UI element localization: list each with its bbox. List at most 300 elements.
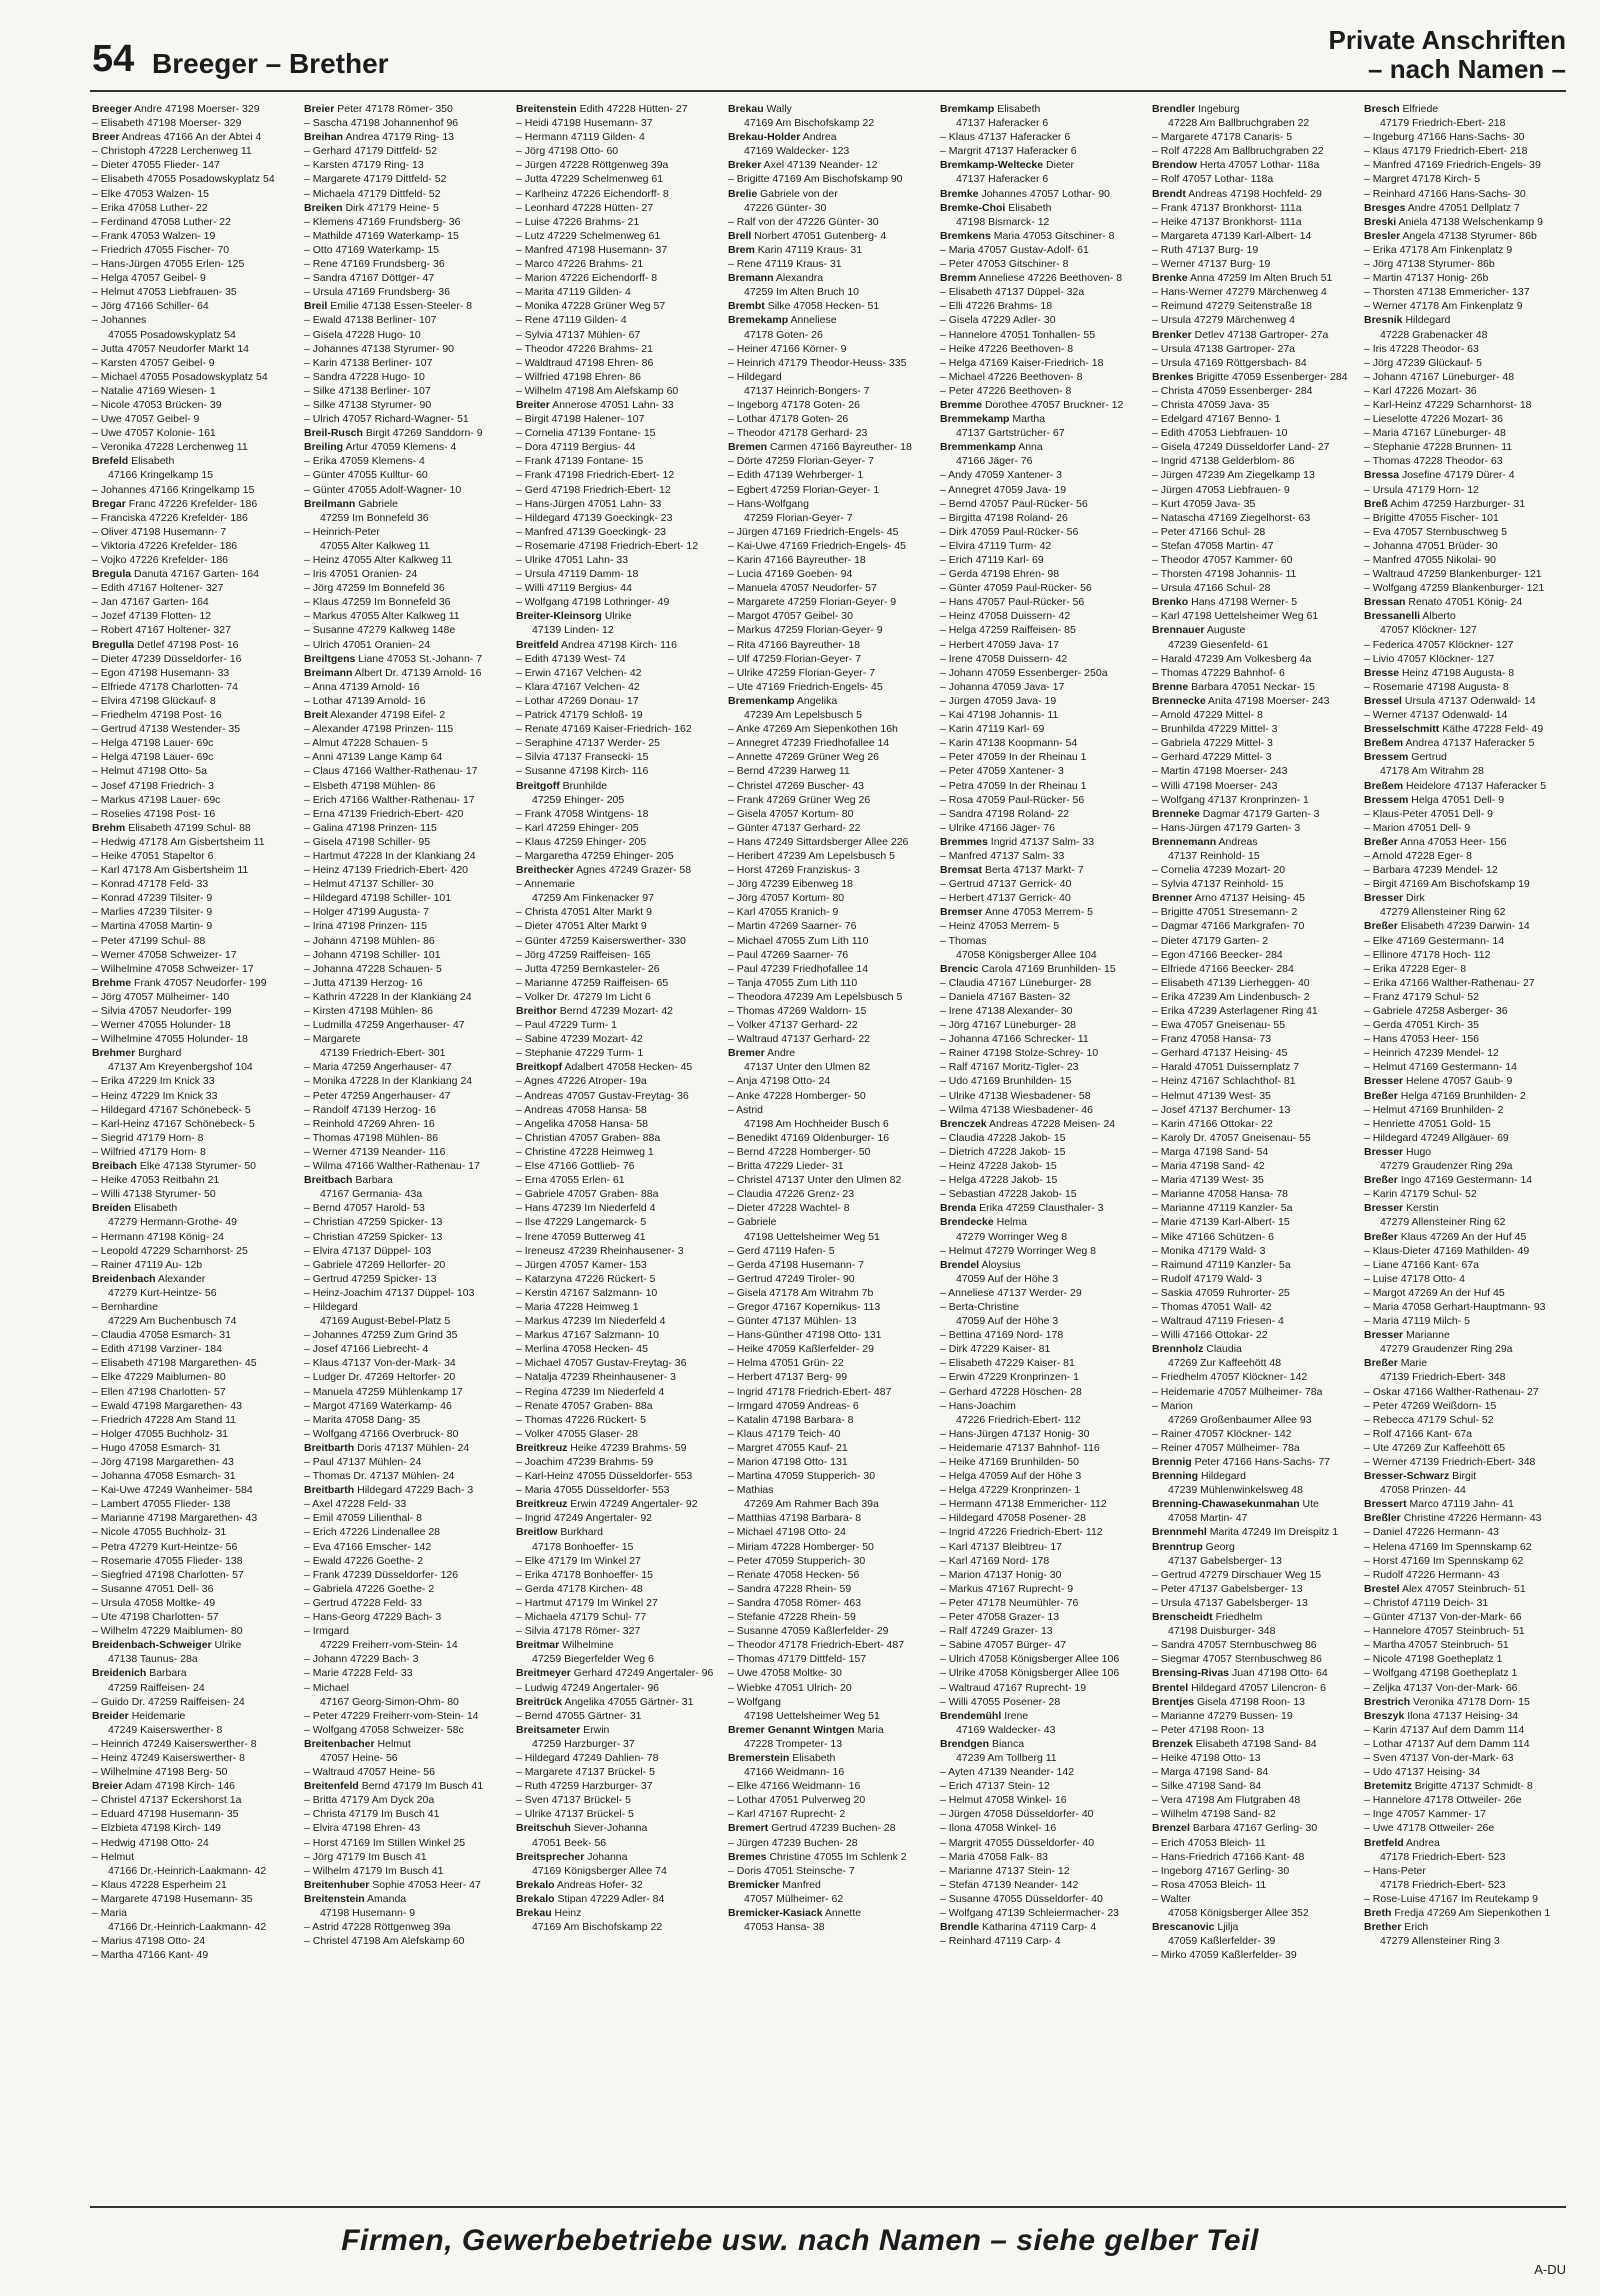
directory-entry bbox=[516, 313, 720, 327]
entry-details: – Johanna 47051 Brüder- 30 bbox=[1364, 539, 1498, 552]
entry-details: – Angelika 47058 Hansa- 58 bbox=[516, 1117, 648, 1130]
directory-entry bbox=[516, 1342, 720, 1356]
entry-details: – Waltraud 47057 Heine- 56 bbox=[304, 1766, 435, 1779]
directory-entry bbox=[940, 468, 1144, 482]
entry-surname: Bresse bbox=[1364, 666, 1400, 679]
entry-details: 47178 Friedrich-Ebert- 523 bbox=[1380, 1878, 1506, 1891]
directory-entry bbox=[1364, 863, 1568, 877]
entry-details: Barbara 47167 Gerling- 30 bbox=[1192, 1822, 1318, 1835]
directory-entry bbox=[728, 144, 932, 158]
directory-entry bbox=[940, 1723, 1144, 1737]
entry-details: 47059 Auf der Höhe 3 bbox=[956, 1315, 1059, 1328]
directory-entry bbox=[1152, 1779, 1356, 1793]
directory-entry bbox=[1152, 468, 1356, 482]
directory-entry bbox=[516, 1497, 720, 1511]
directory-entry bbox=[1364, 891, 1568, 905]
entry-details: – Werner 47055 Holunder- 18 bbox=[92, 1019, 231, 1032]
directory-entry bbox=[516, 1089, 720, 1103]
entry-details: – Sylvia 47137 Reinhold- 15 bbox=[1152, 878, 1284, 891]
entry-details: 47139 Linden- 12 bbox=[532, 624, 614, 637]
entry-details: – Anna 47139 Arnold- 16 bbox=[304, 680, 420, 693]
directory-entry bbox=[728, 1737, 932, 1751]
entry-details: – Jürgen 47058 Düsseldorfer- 40 bbox=[940, 1808, 1094, 1821]
entry-details: – Jörg 47259 Im Bonnefeld 36 bbox=[304, 582, 445, 595]
directory-entry bbox=[1152, 919, 1356, 933]
directory-entry bbox=[304, 511, 508, 525]
entry-details: – Heinz 47249 Kaiserswerther- 8 bbox=[92, 1751, 245, 1764]
entry-details: – Horst 47169 Im Stillen Winkel 25 bbox=[304, 1836, 466, 1849]
entry-details: – Peter 47058 Grazer- 13 bbox=[940, 1611, 1060, 1624]
entry-details: – Brigitte 47169 Am Bischofskamp 90 bbox=[728, 173, 903, 186]
directory-entry bbox=[304, 1681, 508, 1695]
entry-details: – Helma 47051 Grün- 22 bbox=[728, 1357, 844, 1370]
entry-details: – Veronika 47228 Lerchenweg 11 bbox=[92, 441, 248, 454]
entry-details: – Renate 47169 Kaiser-Friedrich- 162 bbox=[516, 723, 692, 736]
entry-details: 47166 Jäger- 76 bbox=[956, 455, 1033, 468]
entry-details: Marianne bbox=[1406, 1329, 1450, 1342]
directory-entry bbox=[1364, 990, 1568, 1004]
entry-details: – Helmut 47169 Gestermann- 14 bbox=[1364, 1061, 1517, 1074]
entry-surname: Bresges bbox=[1364, 201, 1406, 214]
entry-details: 47166 Kringelkamp 15 bbox=[108, 469, 214, 482]
entry-surname: Breeger bbox=[92, 103, 132, 115]
directory-entry bbox=[304, 285, 508, 299]
entry-details: Birgit bbox=[1452, 1470, 1477, 1483]
entry-details: – Johann 47198 Schiller- 101 bbox=[304, 948, 441, 961]
directory-entry bbox=[516, 1413, 720, 1427]
entry-surname: Brenda bbox=[940, 1202, 977, 1215]
directory-entry bbox=[304, 1342, 508, 1356]
directory-entry bbox=[304, 1751, 508, 1765]
directory-entry bbox=[1152, 1060, 1356, 1074]
directory-entry bbox=[92, 1018, 296, 1032]
entry-details: – Helena 47169 Im Spennskamp 62 bbox=[1364, 1540, 1532, 1553]
directory-entry bbox=[940, 666, 1144, 680]
directory-entry bbox=[940, 257, 1144, 271]
directory-entry bbox=[92, 793, 296, 807]
directory-entry bbox=[92, 1060, 296, 1074]
entry-details: – Ruth 47259 Harzburger- 37 bbox=[516, 1780, 653, 1793]
entry-details: – Heinrich-Peter bbox=[304, 525, 380, 538]
directory-entry bbox=[1152, 342, 1356, 356]
directory-entry bbox=[304, 384, 508, 398]
entry-details: – Peter 47059 In der Rheinau 1 bbox=[940, 751, 1087, 764]
entry-details: Alex 47057 Steinbruch- 51 bbox=[1401, 1582, 1526, 1595]
directory-entry bbox=[92, 934, 296, 948]
directory-entry bbox=[516, 1230, 720, 1244]
entry-details: – Petra 47059 In der Rheinau 1 bbox=[940, 779, 1087, 792]
directory-entry bbox=[728, 1568, 932, 1582]
entry-surname: Brehme bbox=[92, 976, 132, 989]
entry-details: – Heinz 47229 Im Knick 33 bbox=[92, 1089, 218, 1102]
entry-details: – Theodor 47178 Friedrich-Ebert- 487 bbox=[728, 1639, 905, 1652]
directory-entry bbox=[92, 1455, 296, 1469]
directory-entry bbox=[1152, 1525, 1356, 1539]
entry-surname: Breil bbox=[304, 300, 328, 313]
entry-surname: Bremekamp bbox=[728, 314, 789, 327]
entry-details: – Willi 47198 Moerser- 243 bbox=[1152, 779, 1278, 792]
entry-details: – Ellinore 47178 Hoch- 112 bbox=[1364, 948, 1491, 961]
directory-entry bbox=[728, 285, 932, 299]
directory-entry bbox=[1364, 243, 1568, 257]
entry-surname: Bresser bbox=[1364, 1145, 1404, 1158]
entry-details: – Karsten 47057 Geibel- 9 bbox=[92, 356, 215, 369]
directory-entry bbox=[1364, 1300, 1568, 1314]
directory-entry bbox=[940, 779, 1144, 793]
entry-details: – Wilfried 47198 Ehren- 86 bbox=[516, 370, 641, 383]
directory-entry bbox=[92, 158, 296, 172]
entry-details: – Johann 47167 Lüneburger- 48 bbox=[1364, 370, 1515, 383]
entry-details: – Jörg 47167 Lüneburger- 28 bbox=[940, 1019, 1077, 1032]
directory-entry bbox=[1364, 1723, 1568, 1737]
directory-entry bbox=[92, 948, 296, 962]
directory-entry bbox=[1152, 1624, 1356, 1638]
entry-surname: Breihan bbox=[304, 131, 344, 144]
directory-entry bbox=[1152, 1201, 1356, 1215]
directory-entry bbox=[92, 1568, 296, 1582]
entry-details: – Uwe 47057 Geibel- 9 bbox=[92, 413, 200, 426]
entry-details: – Bernd 47057 Paul-Rücker- 56 bbox=[940, 497, 1088, 510]
directory-entry bbox=[1364, 1286, 1568, 1300]
entry-details: – Edelgard 47167 Benno- 1 bbox=[1152, 413, 1281, 426]
entry-surname: Breßer bbox=[1364, 1230, 1398, 1243]
directory-entry bbox=[92, 1046, 296, 1060]
directory-entry bbox=[516, 1554, 720, 1568]
directory-entry bbox=[516, 581, 720, 595]
directory-entry bbox=[516, 412, 720, 426]
directory-entry bbox=[940, 849, 1144, 863]
entry-details: – Ingeborg 47167 Gerling- 30 bbox=[1152, 1864, 1290, 1877]
entry-details: – Uwe 47178 Ottweiler- 26e bbox=[1364, 1822, 1495, 1835]
directory-entry bbox=[1152, 595, 1356, 609]
directory-entry bbox=[516, 1258, 720, 1272]
entry-details: – Gertrud 47259 Spicker- 13 bbox=[304, 1272, 437, 1285]
directory-entry bbox=[516, 1060, 720, 1074]
directory-entry bbox=[1364, 1582, 1568, 1596]
directory-entry bbox=[304, 271, 508, 285]
entry-details: – Stefan 47058 Martin- 47 bbox=[1152, 539, 1274, 552]
entry-details: – Maria bbox=[92, 1907, 128, 1919]
directory-entry bbox=[1152, 1272, 1356, 1286]
entry-details: – Liane 47166 Kant- 67a bbox=[1364, 1258, 1480, 1271]
directory-entry bbox=[940, 1638, 1144, 1652]
directory-entry bbox=[728, 1356, 932, 1370]
entry-details: 47179 Friedrich-Ebert- 218 bbox=[1380, 117, 1506, 130]
entry-details: Arno 47137 Heising- 45 bbox=[1194, 892, 1305, 905]
directory-entry bbox=[304, 990, 508, 1004]
entry-details: – Nicole 47198 Goetheplatz 1 bbox=[1364, 1653, 1503, 1666]
entry-details: Manfred bbox=[782, 1878, 821, 1891]
entry-details: – Ilse 47229 Langemarck- 5 bbox=[516, 1216, 647, 1229]
directory-entry bbox=[1152, 934, 1356, 948]
entry-details: 47259 Am Finkenacker 97 bbox=[532, 892, 654, 905]
entry-details: – Hedwig 47198 Otto- 24 bbox=[92, 1836, 209, 1849]
directory-entry bbox=[728, 680, 932, 694]
directory-entry bbox=[1364, 807, 1568, 821]
entry-surname: Brem bbox=[728, 243, 755, 256]
entry-details: – Elke 47166 Weidmann- 16 bbox=[728, 1780, 861, 1793]
entry-surname: Bremke-Choi bbox=[940, 201, 1006, 214]
directory-entry bbox=[304, 130, 508, 144]
entry-details: – Marie 47139 Karl-Albert- 15 bbox=[1152, 1216, 1290, 1229]
entry-details: – Thomas 47179 Dittfeld- 157 bbox=[728, 1653, 867, 1666]
entry-details: – Karlheinz 47226 Eichendorff- 8 bbox=[516, 187, 669, 200]
directory-entry bbox=[940, 905, 1144, 919]
entry-details: – Marie 47228 Feld- 33 bbox=[304, 1667, 413, 1680]
entry-details: – Udo 47137 Heising- 34 bbox=[1364, 1766, 1481, 1779]
directory-entry bbox=[1364, 1145, 1568, 1159]
directory-entry bbox=[516, 285, 720, 299]
entry-details: – Heike 47169 Brunhilden- 50 bbox=[940, 1456, 1079, 1468]
entry-surname: Breitmar bbox=[516, 1639, 560, 1652]
entry-details: – Claudia 47167 Lüneburger- 28 bbox=[940, 976, 1092, 989]
directory-entry bbox=[940, 1906, 1144, 1920]
entry-surname: Bretfeld bbox=[1364, 1836, 1404, 1849]
directory-entry bbox=[92, 1187, 296, 1201]
entry-details: Ute bbox=[1302, 1498, 1319, 1511]
entry-details: – Peter 47166 Schul- 28 bbox=[1152, 525, 1266, 538]
entry-details: – Hans 47057 Paul-Rücker- 56 bbox=[940, 596, 1085, 609]
entry-details: – Heinz 47167 Schlachthof- 81 bbox=[1152, 1075, 1296, 1088]
directory-entry bbox=[304, 1920, 508, 1934]
entry-details: – Gertrud 47249 Tiroler- 90 bbox=[728, 1272, 855, 1285]
entry-details: – Heike 47051 Stapeltor 6 bbox=[92, 849, 214, 862]
entry-details: – Friedrich 47228 Am Stand 11 bbox=[92, 1413, 236, 1426]
entry-details: – Kai-Uwe 47249 Wanheimer- 584 bbox=[92, 1484, 253, 1497]
directory-entry bbox=[1152, 581, 1356, 595]
entry-surname: Breitbarth bbox=[304, 1484, 355, 1497]
entry-details: Peter 47166 Hans-Sachs- 77 bbox=[1194, 1456, 1331, 1468]
entry-details: – Egon 47166 Beecker- 284 bbox=[1152, 948, 1283, 961]
entry-details: – Lieselotte 47226 Mozart- 36 bbox=[1364, 413, 1503, 426]
entry-details: – Rudolf 47226 Hermann- 43 bbox=[1364, 1568, 1500, 1581]
directory-entry bbox=[92, 102, 296, 116]
entry-details: – Walter bbox=[1152, 1892, 1191, 1905]
entry-details: – Waltraud 47137 Gerhard- 22 bbox=[728, 1033, 871, 1046]
entry-details: Anneliese 47226 Beethoven- 8 bbox=[978, 272, 1123, 285]
directory-entry bbox=[940, 158, 1144, 172]
directory-entry bbox=[1152, 1850, 1356, 1864]
directory-entry bbox=[1364, 1695, 1568, 1709]
directory-entry bbox=[92, 722, 296, 736]
entry-details: – Eva 47166 Emscher- 142 bbox=[304, 1540, 432, 1553]
directory-entry bbox=[92, 609, 296, 623]
entry-details: – Hildegard 47167 Schönebeck- 5 bbox=[92, 1103, 251, 1116]
directory-entry bbox=[728, 1244, 932, 1258]
entry-details: – Karin 47138 Berliner- 107 bbox=[304, 356, 433, 369]
entry-details: – Egbert 47259 Florian-Geyer- 1 bbox=[728, 483, 880, 496]
directory-entry bbox=[1152, 1455, 1356, 1469]
directory-entry bbox=[940, 1159, 1144, 1173]
entry-details: – Holger 47055 Buchholz- 31 bbox=[92, 1427, 229, 1440]
entry-details: – Gerd 47198 Friedrich-Ebert- 12 bbox=[516, 483, 671, 496]
entry-surname: Brennemann bbox=[1152, 835, 1217, 848]
directory-entry bbox=[516, 1215, 720, 1229]
entry-surname: Breitbarth bbox=[304, 1441, 355, 1454]
directory-entry bbox=[92, 835, 296, 849]
entry-details: Detlef 47198 Post- 16 bbox=[136, 638, 239, 651]
entry-surname: Bremicker-Kasiack bbox=[728, 1907, 823, 1919]
directory-entry bbox=[1364, 328, 1568, 342]
entry-details: Wilhelmine bbox=[562, 1639, 614, 1652]
entry-details: – Klemens 47169 Frundsberg- 36 bbox=[304, 215, 461, 228]
directory-entry bbox=[728, 919, 932, 933]
entry-details: – Marga 47198 Sand- 84 bbox=[1152, 1766, 1269, 1779]
directory-entry bbox=[92, 1836, 296, 1850]
directory-entry bbox=[940, 398, 1144, 412]
entry-details: 47169 Am Bischofskamp 22 bbox=[744, 117, 875, 130]
directory-entry bbox=[940, 1356, 1144, 1370]
directory-column bbox=[304, 102, 508, 2192]
entry-details: – Christel 47269 Buscher- 43 bbox=[728, 779, 864, 792]
directory-entry bbox=[1364, 1779, 1568, 1793]
directory-entry bbox=[516, 652, 720, 666]
entry-details: – Markus 47198 Lauer- 69c bbox=[92, 793, 221, 806]
entry-details: – Ursula 47137 Gabelsberger- 13 bbox=[1152, 1596, 1308, 1609]
entry-details: – Horst 47169 Im Spennskamp 62 bbox=[1364, 1554, 1524, 1567]
entry-details: – Cornelia 47139 Fontane- 15 bbox=[516, 427, 656, 440]
directory-entry bbox=[92, 144, 296, 158]
entry-details: – Lothar 47137 Auf dem Damm 114 bbox=[1364, 1737, 1530, 1750]
entry-surname: Breker bbox=[728, 159, 762, 172]
directory-entry bbox=[92, 1004, 296, 1018]
directory-entry bbox=[1364, 553, 1568, 567]
directory-entry bbox=[940, 342, 1144, 356]
directory-entry bbox=[728, 1920, 932, 1934]
entry-details: – Elisabeth 47229 Kaiser- 81 bbox=[940, 1357, 1075, 1370]
entry-details: – Gregor 47167 Kopernikus- 113 bbox=[728, 1300, 881, 1313]
directory-entry bbox=[940, 1469, 1144, 1483]
entry-details: Maria 47053 Gitschiner- 8 bbox=[993, 229, 1115, 242]
entry-details: 47239 Giesenfeld- 61 bbox=[1168, 638, 1269, 651]
directory-entry bbox=[304, 877, 508, 891]
directory-entry bbox=[1152, 1511, 1356, 1525]
entry-details: – Holger 47199 Augusta- 7 bbox=[304, 906, 429, 919]
entry-details: – Waldtraud 47198 Ehren- 86 bbox=[516, 356, 654, 369]
directory-entry bbox=[1364, 1666, 1568, 1680]
entry-details: – Klaus 47137 Von-der-Mark- 34 bbox=[304, 1357, 456, 1370]
directory-entry bbox=[1152, 990, 1356, 1004]
directory-entry bbox=[304, 1779, 508, 1793]
directory-entry bbox=[728, 708, 932, 722]
entry-surname: Bressa bbox=[1364, 469, 1400, 482]
directory-entry bbox=[1364, 1328, 1568, 1342]
directory-entry bbox=[304, 835, 508, 849]
directory-entry bbox=[940, 1878, 1144, 1892]
entry-details: Sophie 47053 Heer- 47 bbox=[372, 1878, 481, 1891]
entry-details: – Wilhelmine 47198 Berg- 50 bbox=[92, 1766, 228, 1779]
entry-details: 47198 Bismarck- 12 bbox=[956, 215, 1050, 228]
directory-entry bbox=[940, 553, 1144, 567]
directory-entry bbox=[1364, 356, 1568, 370]
directory-entry bbox=[728, 158, 932, 172]
entry-details: – Maria 47055 Düsseldorfer- 553 bbox=[516, 1484, 670, 1497]
entry-details: – Silvia 47057 Neudorfer- 199 bbox=[92, 1005, 232, 1017]
directory-entry bbox=[92, 426, 296, 440]
directory-entry bbox=[1364, 1230, 1568, 1244]
directory-entry bbox=[728, 271, 932, 285]
directory-entry bbox=[1152, 1230, 1356, 1244]
entry-surname: Breidenbach bbox=[92, 1272, 156, 1285]
entry-surname: Bremmenkamp bbox=[940, 441, 1016, 454]
directory-entry bbox=[1364, 1427, 1568, 1441]
entry-details: – Irmgard 47059 Andreas- 6 bbox=[728, 1399, 859, 1412]
directory-entry bbox=[1152, 722, 1356, 736]
entry-details: – Heike 47198 Otto- 13 bbox=[1152, 1751, 1261, 1764]
entry-details: Bernd 47179 Im Busch 41 bbox=[361, 1780, 484, 1793]
directory-entry bbox=[92, 1258, 296, 1272]
entry-surname: Bremert bbox=[728, 1822, 769, 1835]
entry-details: – Irene 47138 Alexander- 30 bbox=[940, 1005, 1073, 1017]
directory-entry bbox=[940, 1850, 1144, 1864]
directory-entry bbox=[728, 384, 932, 398]
entry-details: Heinz bbox=[554, 1907, 582, 1919]
entry-details: Ingeburg bbox=[1198, 103, 1240, 115]
entry-details: – Ludger Dr. 47269 Heltorfer- 20 bbox=[304, 1371, 456, 1384]
entry-surname: Brenning-Chawasekunmahan bbox=[1152, 1498, 1300, 1511]
directory-entry bbox=[940, 962, 1144, 976]
directory-entry bbox=[304, 1004, 508, 1018]
directory-entry bbox=[728, 1427, 932, 1441]
entry-details: – Emil 47059 Lilienthal- 8 bbox=[304, 1512, 422, 1525]
entry-details: – Karin 47166 Ottokar- 22 bbox=[1152, 1117, 1273, 1130]
directory-entry bbox=[516, 891, 720, 905]
directory-entry bbox=[92, 694, 296, 708]
directory-entry bbox=[1152, 694, 1356, 708]
entry-surname: Breithor bbox=[516, 1005, 557, 1017]
entry-details: – Livio 47057 Klöckner- 127 bbox=[1364, 652, 1495, 665]
directory-entry bbox=[728, 609, 932, 623]
entry-details: – Robert 47167 Holtener- 327 bbox=[92, 624, 231, 637]
entry-details: – Ulrike 47137 Brückel- 5 bbox=[516, 1808, 634, 1821]
directory-entry bbox=[940, 1046, 1144, 1060]
entry-surname: Breiken bbox=[304, 201, 343, 214]
directory-entry bbox=[940, 638, 1144, 652]
entry-details: – Hermann 47138 Emmericher- 112 bbox=[940, 1498, 1107, 1511]
entry-surname: Brentjes bbox=[1152, 1695, 1195, 1708]
directory-entry bbox=[1364, 172, 1568, 186]
entry-details: – Birgitta 47198 Roland- 26 bbox=[940, 511, 1068, 524]
directory-entry bbox=[304, 1554, 508, 1568]
entry-surname: Breitsprecher bbox=[516, 1850, 585, 1863]
entry-details: Hildegard 47057 Lilencron- 6 bbox=[1191, 1681, 1326, 1694]
entry-details: Johanna bbox=[587, 1850, 628, 1863]
entry-surname: Breßem bbox=[1364, 779, 1404, 792]
entry-details: – Daniela 47167 Basten- 32 bbox=[940, 990, 1071, 1003]
directory-entry bbox=[1152, 1554, 1356, 1568]
directory-entry bbox=[728, 1385, 932, 1399]
entry-details: – Mathilde 47169 Waterkamp- 15 bbox=[304, 229, 459, 242]
directory-entry bbox=[728, 1131, 932, 1145]
entry-details: – Michael 47055 Zum Lith 110 bbox=[728, 934, 869, 947]
directory-entry bbox=[304, 1723, 508, 1737]
entry-details: – Maria 47198 Sand- 42 bbox=[1152, 1160, 1265, 1173]
entry-details: Edith 47228 Hütten- 27 bbox=[579, 103, 688, 115]
directory-entry bbox=[516, 1187, 720, 1201]
directory-entry bbox=[728, 1342, 932, 1356]
directory-entry bbox=[1364, 1131, 1568, 1145]
entry-details: – Dirk 47059 Paul-Rücker- 56 bbox=[940, 525, 1079, 538]
directory-entry bbox=[940, 821, 1144, 835]
entry-details: Karin 47119 Kraus- 31 bbox=[757, 243, 863, 256]
directory-entry bbox=[1152, 1568, 1356, 1582]
directory-entry bbox=[304, 440, 508, 454]
entry-surname: Brenne bbox=[1152, 680, 1189, 693]
entry-details: – Werner 47137 Odenwald- 14 bbox=[1364, 709, 1508, 722]
entry-details: Johannes 47057 Lothar- 90 bbox=[981, 187, 1110, 200]
directory-entry bbox=[1152, 1286, 1356, 1300]
entry-details: – Udo 47169 Brunhilden- 15 bbox=[940, 1075, 1072, 1088]
